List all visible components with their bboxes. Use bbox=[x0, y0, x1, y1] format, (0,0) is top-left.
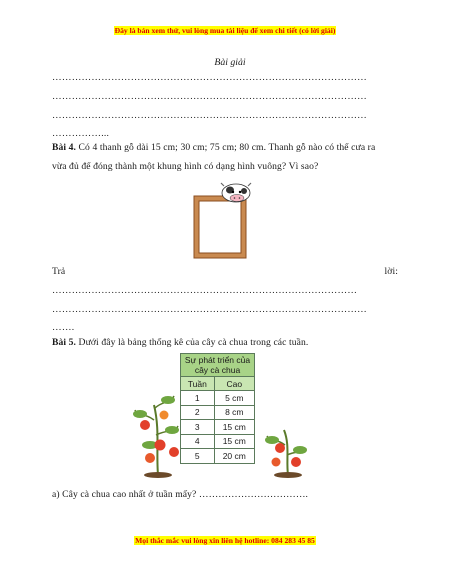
exercise-5-label: Bài 5. bbox=[52, 337, 77, 348]
preview-notice-text: Đây là bản xem thử, vui lòng mua tài liệu để xem chi tiết (có lời giải) bbox=[114, 26, 336, 35]
tomato-growth-table bbox=[180, 353, 255, 464]
table-cell-height: 15 cm bbox=[214, 420, 254, 435]
table-header-height: Cao bbox=[214, 377, 254, 391]
table-row bbox=[181, 405, 255, 420]
answer-prompt-line bbox=[52, 266, 398, 278]
table-title: Sự phát triển của cây cà chua bbox=[181, 354, 255, 377]
table-cell-height: 8 cm bbox=[214, 405, 254, 420]
table-row bbox=[181, 434, 255, 449]
answer-prompt-left: Trả bbox=[52, 266, 66, 277]
dotted-answer-line: ……. bbox=[52, 322, 75, 333]
table-header-week: Tuần bbox=[181, 377, 215, 391]
exercise-5-text bbox=[52, 337, 308, 349]
exercise-4-label: Bài 4. bbox=[52, 142, 77, 153]
table-cell-height: 20 cm bbox=[214, 449, 254, 464]
table-cell-height: 5 cm bbox=[214, 391, 254, 406]
solution-heading: Bài giải bbox=[214, 57, 246, 68]
table-cell-week: 4 bbox=[181, 434, 215, 449]
exercise-4-question: Có 4 thanh gỗ dài 15 cm; 30 cm; 75 cm; 80 cm. Thanh gỗ nào có thể cưa ra bbox=[76, 142, 376, 153]
table-cell-week: 3 bbox=[181, 420, 215, 435]
hotline-text: Mọi thắc mắc vui lòng xin liên hệ hotline: 084 283 45 85 bbox=[135, 536, 315, 545]
table-cell-week: 1 bbox=[181, 391, 215, 406]
tomato-growth-illustration bbox=[130, 350, 310, 478]
dotted-answer-line: ………………………………………………………………………………… bbox=[52, 285, 358, 296]
table-cell-week: 5 bbox=[181, 449, 215, 464]
exercise-5-question: Dưới đây là bảng thống kê của cây cà chua trong các tuần. bbox=[76, 337, 309, 348]
table-cell-height: 15 cm bbox=[214, 434, 254, 449]
left-tomato-plant-icon bbox=[133, 396, 179, 478]
dotted-answer-line: ……………... bbox=[52, 128, 110, 139]
dotted-answer-line: …………………………………………………………………………………… bbox=[52, 91, 367, 102]
cow-icon bbox=[221, 183, 251, 202]
answer-prompt-right: lời: bbox=[384, 266, 398, 277]
dotted-answer-line: …………………………………………………………………………………… bbox=[52, 304, 367, 315]
right-tomato-plant-icon bbox=[265, 430, 307, 478]
wooden-square-frame-illustration bbox=[190, 181, 258, 261]
exercise-4-text-line1 bbox=[52, 142, 375, 154]
exercise-4-text-line2: vừa đủ để đóng thành một khung hình có dạng hình vuông? Vì sao? bbox=[52, 161, 319, 172]
preview-notice-banner bbox=[0, 26, 450, 35]
exercise-5-question-a: a) Cây cà chua cao nhất ở tuần mấy? ……………………………. bbox=[52, 489, 309, 500]
table-row bbox=[181, 420, 255, 435]
hotline-banner bbox=[0, 536, 450, 545]
dotted-answer-line: …………………………………………………………………………………… bbox=[52, 110, 367, 121]
table-row bbox=[181, 449, 255, 464]
table-cell-week: 2 bbox=[181, 405, 215, 420]
dotted-answer-line: …………………………………………………………………………………… bbox=[52, 72, 367, 83]
table-row bbox=[181, 391, 255, 406]
frame-inner bbox=[199, 201, 241, 253]
